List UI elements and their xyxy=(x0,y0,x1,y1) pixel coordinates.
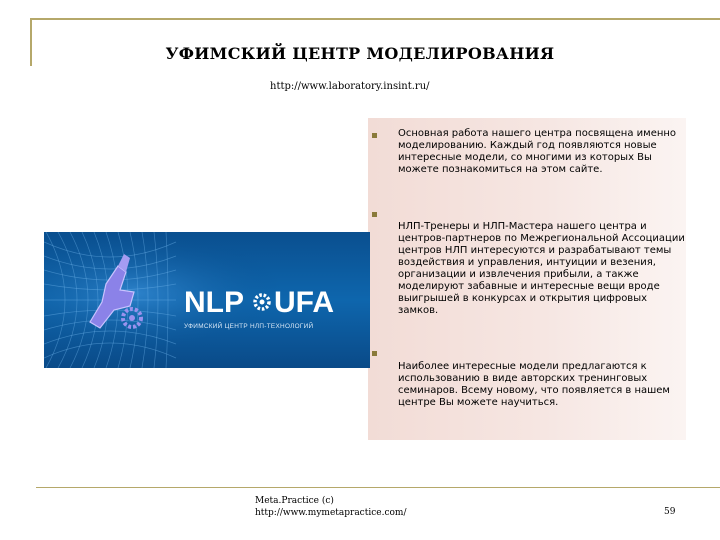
bullet-marker xyxy=(372,212,377,217)
frame-bottom-line xyxy=(36,487,720,488)
footer xyxy=(255,495,406,519)
slide-url[interactable]: http://www.laboratory.insint.ru/ xyxy=(270,81,430,92)
slide-title: УФИМСКИЙ ЦЕНТР МОДЕЛИРОВАНИЯ xyxy=(165,44,555,63)
logo-right-text: UFA xyxy=(274,286,334,319)
bullet-text-1: Основная работа нашего центра посвящена именно моделированию. Каждый год появляются новые интересные модели, со многими из которых Вы можете познакомиться на этом сайте. xyxy=(398,128,677,175)
bullet-marker xyxy=(372,351,377,356)
footer-url[interactable]: http://www.mymetapractice.com/ xyxy=(255,508,407,518)
bullet-marker xyxy=(372,133,377,138)
bullet-text-3: Наиболее интересные модели предлагаются к использованию в виде авторских тренинговых семинаров. Всему новому, что появляется в нашем центре Вы можете научиться. xyxy=(398,361,670,408)
bullet-text-2: НЛП-Тренеры и НЛП-Мастера нашего центра и центров-партнеров по Межрегиональной Ассоциации центров НЛП интересуются и разрабатывают темы воздействия и управления, интуиции и везения, организации и извлечения прибыли, а также моделируют забавные и интересные вещи вроде выигрышей в конкурсах и открытия цифровых замков. xyxy=(398,221,685,316)
page-number: 59 xyxy=(664,507,676,517)
frame-top-line xyxy=(30,18,720,20)
logo-left-text: NLP xyxy=(184,286,244,319)
footer-copyright: Meta.Practice (c) xyxy=(255,496,334,506)
nlp-ufa-banner xyxy=(44,232,370,368)
banner-graphic xyxy=(44,232,370,368)
banner-subtitle: УФИМСКИЙ ЦЕНТР НЛП-ТЕХНОЛОГИЙ xyxy=(184,323,314,330)
